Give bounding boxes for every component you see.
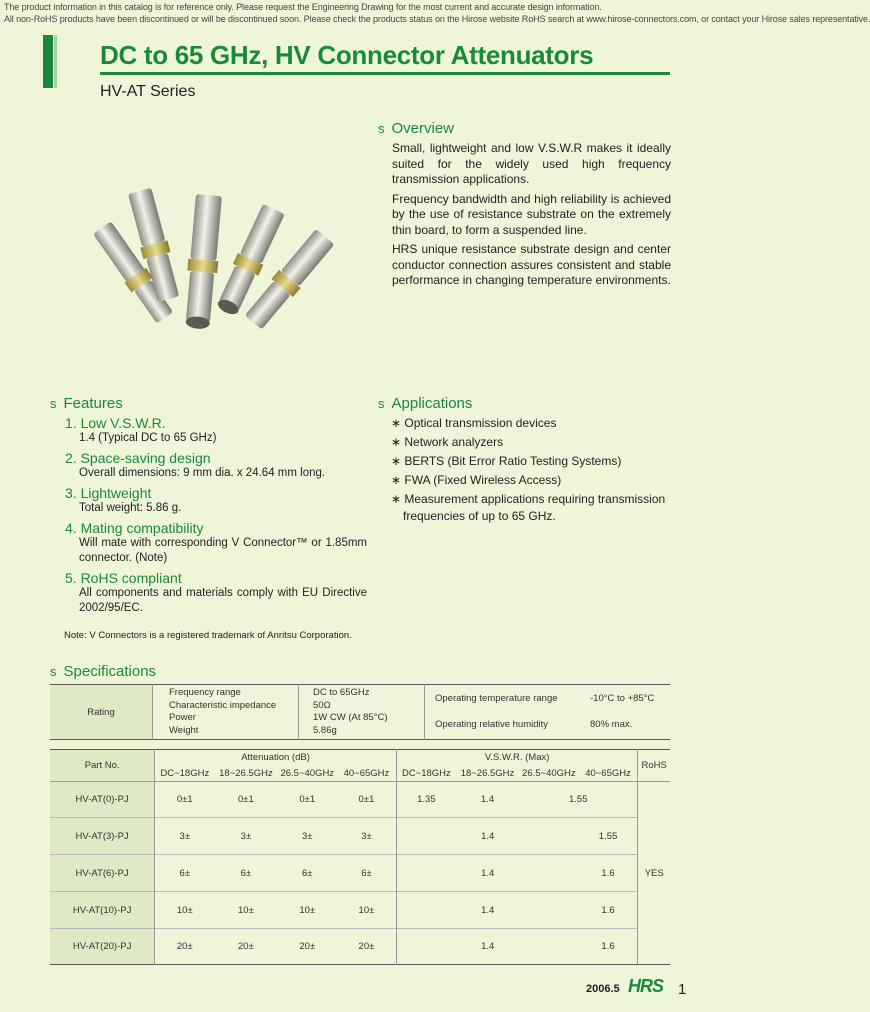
atten-header: Attenuation (dB) [155, 750, 397, 766]
rating-label: Rating [50, 685, 153, 740]
rating-name: Weight [169, 724, 199, 736]
vswr-value: 1.4 [481, 867, 495, 879]
vswr-band: 26.5~40GHz [522, 767, 576, 779]
table-row [50, 855, 670, 892]
rating-op-values [576, 685, 670, 740]
features-marker: s [50, 396, 57, 411]
vswr-value: 1.35 [417, 794, 436, 805]
notice-line-1: The product information in this catalog is for reference only. Please request the Engineering Drawing for the most current and accurate design information. [4, 2, 602, 12]
atten-band: 18~26.5GHz [219, 767, 273, 779]
overview-marker: s [378, 121, 385, 136]
overview-heading-text: Overview [391, 120, 455, 137]
atten-band: DC~18GHz [160, 767, 210, 779]
vswr-value: 1.6 [579, 855, 638, 892]
vswr-value: 1.4 [481, 941, 495, 952]
rating-names [153, 685, 299, 740]
atten-value: 0±1 [337, 782, 396, 818]
vswr-band: DC~18GHz [401, 767, 451, 779]
applications-marker: s [378, 396, 385, 411]
rating-name: Power [169, 712, 196, 723]
part-number: HV-AT(6)-PJ [50, 855, 155, 892]
vswr-value: 1.6 [579, 929, 638, 965]
atten-value: 6± [302, 867, 313, 879]
rating-value: 50Ω [313, 699, 331, 711]
hrs-logo: HRS [628, 976, 664, 996]
rohs-header: RoHS [638, 750, 670, 782]
rating-table [50, 684, 670, 740]
vswr-value: 1.4 [481, 830, 495, 842]
applications-heading [378, 395, 472, 412]
title-accent-bar-light [54, 35, 57, 88]
vswr-value: 1.4 [481, 904, 495, 916]
rating-values [299, 685, 425, 740]
application-item: ∗ Optical transmission devices [391, 416, 557, 430]
atten-value: 20± [299, 941, 316, 952]
rating-value: 1W CW (At 85°C) [313, 712, 388, 723]
feature-title: 3. Lightweight [65, 485, 152, 501]
vswr-value: 1.6 [579, 892, 638, 929]
rating-op-labels [425, 685, 577, 740]
part-number: HV-AT(10)-PJ [50, 892, 155, 929]
vswr-band: 18~26.5GHz [460, 767, 515, 779]
series-name: HV-AT Series [100, 83, 196, 100]
op-humidity-label: Operating relative humidity [435, 719, 548, 730]
overview-paragraph: HRS unique resistance substrate design and center conductor connection assures consistent and stable performance in changing temperature environments. [392, 242, 671, 287]
atten-value: 6± [240, 867, 252, 879]
op-temp-value: -10°C to +85°C [590, 693, 655, 704]
atten-value: 20± [337, 929, 396, 965]
atten-value: 20± [176, 941, 193, 952]
feature-text: Will mate with corresponding V Connector™ or 1.85mm connector. (Note) [79, 537, 367, 564]
atten-value: 3± [179, 830, 191, 842]
atten-value: 10± [176, 904, 193, 916]
part-number: HV-AT(20)-PJ [50, 929, 155, 965]
rating-value: DC to 65GHz [313, 687, 370, 698]
rohs-value: YES [644, 867, 664, 879]
application-item: ∗ Network analyzers [391, 435, 504, 449]
applications-list [391, 414, 676, 523]
features-heading [50, 395, 123, 412]
atten-value: 0±1 [238, 794, 254, 805]
table-row [50, 818, 670, 855]
rating-value: 5.86g [313, 724, 337, 736]
footer-date: 2006.5 [586, 983, 620, 995]
feature-title: 4. Mating compatibility [65, 520, 204, 536]
application-item: ∗ Measurement applications requiring transmission [391, 492, 666, 506]
vswr-value: 1.55 [579, 818, 638, 855]
op-humidity-value: 80% max. [590, 719, 633, 730]
applications-heading-text: Applications [391, 395, 473, 412]
notice-line-2: All non-RoHS products have been discontinued or will be discontinued soon. Please check the products status on the Hirose website RoHS search at www.hirose-connectors.com, or contact your Hirose sales representative. [4, 14, 870, 24]
rating-name: Frequency range [169, 687, 241, 698]
atten-value: 3± [240, 830, 252, 842]
feature-text: Overall dimensions: 9 mm dia. x 24.64 mm long. [79, 467, 326, 479]
product-photo [68, 124, 353, 344]
application-item: frequencies of up to 65 GHz. [403, 509, 556, 523]
page-number: 1 [678, 981, 687, 998]
atten-value: 6± [337, 855, 396, 892]
title-rule [100, 72, 670, 75]
features-list [65, 415, 367, 616]
feature-title: 5. RoHS compliant [65, 570, 182, 586]
atten-value: 3± [337, 818, 396, 855]
overview-paragraph: Small, lightweight and low V.S.W.R makes it ideally suited for the widely used high frequency transmission applications. [392, 141, 671, 186]
specs-table [50, 749, 670, 965]
title-accent-bar [43, 35, 53, 88]
atten-value: 3± [302, 830, 313, 842]
table-row [50, 892, 670, 929]
atten-value: 10± [337, 892, 396, 929]
atten-value: 0±1 [299, 794, 316, 805]
part-number: HV-AT(0)-PJ [50, 782, 155, 818]
atten-value: 10± [238, 904, 254, 916]
atten-band: 26.5~40GHz [280, 767, 335, 779]
rating-name: Characteristic impedance [169, 699, 277, 711]
feature-text: All components and materials comply with EU Directive 2002/95/EC. [79, 587, 367, 614]
application-item: ∗ FWA (Fixed Wireless Access) [391, 473, 562, 487]
atten-value: 20± [238, 941, 254, 952]
op-temp-label: Operating temperature range [435, 693, 558, 704]
features-heading-text: Features [63, 395, 123, 412]
overview-paragraph: Frequency bandwidth and high reliability is achieved by the use of resistance substrate on the extremely thin board, to form a suspended line. [392, 191, 671, 237]
specifications-marker: s [50, 664, 57, 679]
specifications-heading [50, 663, 156, 680]
feature-title: 2. Space-saving design [65, 450, 211, 466]
overview-heading [378, 120, 454, 137]
vswr-value: 1.55 [519, 782, 638, 818]
part-number: HV-AT(3)-PJ [50, 818, 155, 855]
vswr-value: 1.4 [480, 794, 495, 805]
vswr-band: 40~65GHz [579, 766, 638, 782]
feature-title: 1. Low V.S.W.R. [65, 415, 166, 431]
feature-text: 1.4 (Typical DC to 65 GHz) [79, 432, 217, 444]
page-title: DC to 65 GHz, HV Connector Attenuators [100, 40, 594, 70]
overview-body [392, 141, 671, 289]
atten-value: 6± [179, 867, 191, 879]
atten-band: 40~65GHz [337, 766, 396, 782]
atten-value: 10± [299, 904, 316, 916]
table-row [50, 782, 670, 818]
feature-text: Total weight: 5.86 g. [79, 502, 182, 514]
atten-value: 0±1 [176, 794, 193, 805]
application-item: ∗ BERTS (Bit Error Ratio Testing Systems) [391, 454, 622, 468]
trademark-note: Note: V Connectors is a registered trademark of Anritsu Corporation. [64, 630, 352, 641]
table-row [50, 929, 670, 965]
vswr-header: V.S.W.R. (Max) [396, 750, 638, 766]
specifications-heading-text: Specifications [63, 663, 157, 680]
part-header: Part No. [50, 750, 155, 782]
